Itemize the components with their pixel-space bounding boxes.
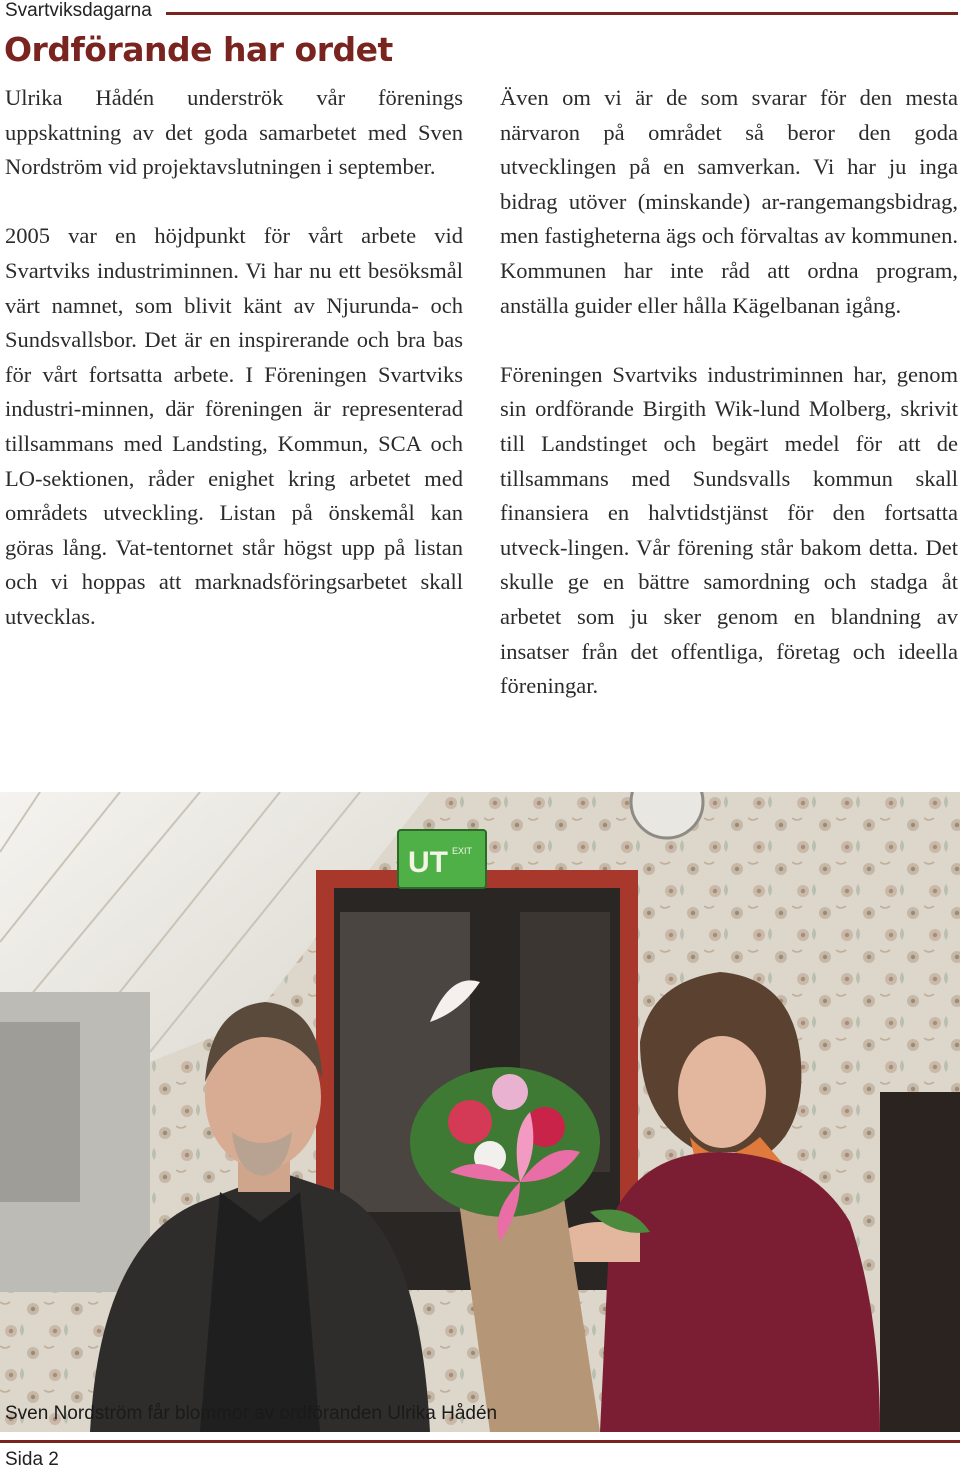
header-rule	[166, 12, 958, 15]
exit-sign-small: EXIT	[452, 846, 473, 856]
event-photo	[0, 792, 960, 1432]
running-title: Svartviksdagarna	[5, 0, 152, 21]
paragraph: Föreningen Svartviks industriminnen har, genom sin ordförande Birgith Wik-lund Molberg, skrivit till Landstinget och begärt medel för att de tillsammans med Sundsvalls kommun skall finansiera en halvtidstjänst för den fortsatta utveck-lingen. Vår förening står bakom detta. Det skulle ge en bättre samordning och stadga åt arbetet som ju sker genom en blandning av insatser från det offentliga, företag och ideella föreningar.	[500, 361, 958, 699]
paragraph: 2005 var en höjdpunkt för vårt arbete vid Svartviks industriminnen. Vi har nu ett besöksmål värt namnet, som blivit känt av Njurunda- och Sundsvallsbor. Det är en inspirerande och bra bas för vårt fortsatta arbete. I Föreningen Svartviks industri-minnen, där föreningen är representerad tillsammans med Landsting, Kommun, SCA och LO-sektionen, råder enighet kring arbetet med områdets utveckling. Listan på önskemål kan göras lång. Vat-tentornet står högst upp på listan och vi hoppas att marknadsföringsarbetet skall utvecklas.	[5, 223, 463, 629]
footer-rule	[0, 1440, 960, 1443]
right-column	[500, 81, 958, 704]
exit-sign-text: UT	[408, 846, 448, 879]
page-number: Sida 2	[5, 1449, 59, 1470]
page-title: Ordförande har ordet	[4, 30, 393, 69]
photo-caption: Sven Nordström får blommor av ordföranden Ulrika Hådén	[5, 1403, 498, 1424]
left-column	[5, 81, 463, 635]
paragraph: Även om vi är de som svarar för den mesta närvaron på området så beror den goda utvecklingen på en samverkan. Vi har ju inga bidrag utöver (minskande) ar-rangemangsbidrag, men fastigheterna ägs och förvaltas av kommunen. Kommunen har inte råd att ordna program, anställa guider eller hålla Kägelbanan igång.	[500, 85, 958, 318]
paragraph: Ulrika Hådén underströk vår förenings uppskattning av det goda samarbetet med Sven Nordström vid projektavslutningen i september.	[5, 85, 463, 180]
